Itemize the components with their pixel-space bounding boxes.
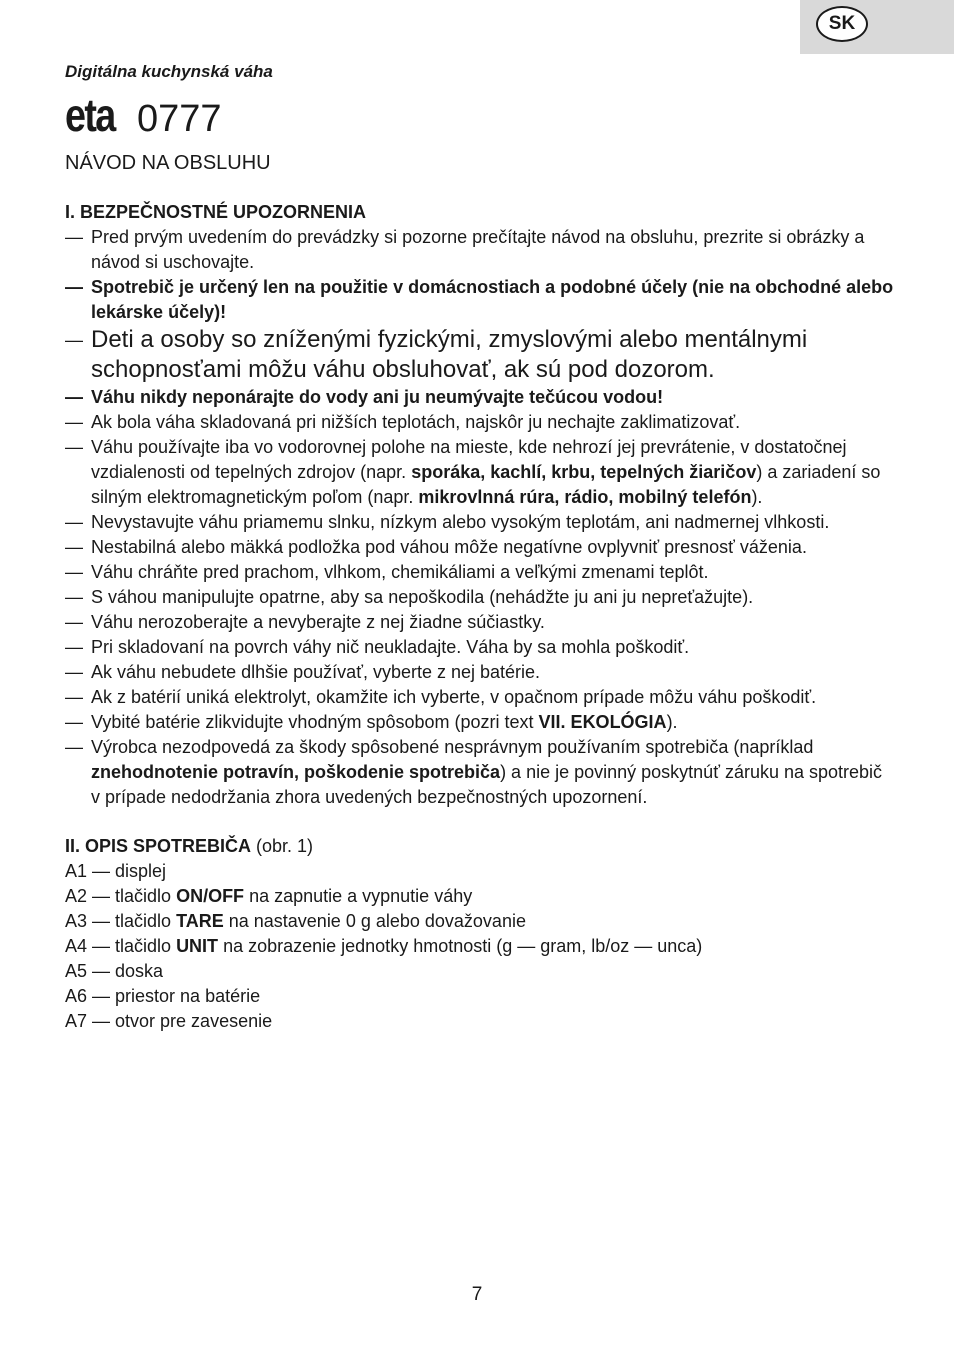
safety-item <box>65 735 895 810</box>
safety-item <box>65 585 895 610</box>
text-run: A4 — tlačidlo <box>65 936 177 956</box>
safety-item <box>65 535 895 560</box>
model-line <box>65 88 895 141</box>
safety-item <box>65 385 895 410</box>
text-run: Nevystavujte váhu priamemu slnku, nízkym alebo vysokým teplotám, ani nadmernej vlhkosti. <box>91 512 830 532</box>
text-run: Váhu chráňte pred prachom, vlhkom, chemikáliami a veľkými zmenami teplôt. <box>91 562 709 582</box>
brand-logo: eta <box>65 89 115 141</box>
text-run: A1 — displej <box>65 861 167 881</box>
safety-item <box>65 325 895 385</box>
text-run: Váhu používajte iba vo vodorovnej polohe na mieste, kde nehrozí jej prevrátenie, v dostatočnej vzdialenosti od tepelných zdrojov (napr. <box>91 437 847 482</box>
safety-item <box>65 410 895 435</box>
page-number: 7 <box>471 1284 483 1305</box>
text-run: ) a nie je povinný poskytnúť záruku na spotrebič v prípade nedodržania zhora uvedených bezpečnostných upozornení. <box>91 762 883 807</box>
manual-title: NÁVOD NA OBSLUHU <box>65 152 271 174</box>
text-run: Váhu nerozoberajte a nevyberajte z nej žiadne súčiastky. <box>91 612 545 632</box>
text-run: A7 — otvor pre zavesenie <box>65 1011 273 1031</box>
bold-text: UNIT <box>176 936 219 956</box>
safety-item <box>65 275 895 325</box>
safety-item <box>65 610 895 635</box>
safety-item <box>65 435 895 510</box>
bold-text: znehodnotenie potravín, poškodenie spotrebiča <box>91 762 501 782</box>
part-item <box>65 984 895 1009</box>
safety-section <box>65 200 895 810</box>
language-tab <box>800 0 954 54</box>
part-item <box>65 1009 895 1034</box>
text-run: Ak váhu nebudete dlhšie používať, vyberte z nej batérie. <box>91 662 541 682</box>
text-run: A2 — tlačidlo <box>65 886 177 906</box>
text-run: na nastavenie 0 g alebo dovažovanie <box>223 911 526 931</box>
text-run: Pred prvým uvedením do prevádzky si pozorne prečítajte návod na obsluhu, prezrite si obrázky a návod si uschovajte. <box>91 227 865 272</box>
part-item <box>65 934 895 959</box>
text-run: A5 — doska <box>65 961 164 981</box>
part-item <box>65 959 895 984</box>
text-run: A3 — tlačidlo <box>65 911 177 931</box>
text-run: Váhu nikdy neponárajte do vody ani ju neumývajte tečúcou vodou! <box>91 387 664 407</box>
safety-item <box>65 510 895 535</box>
bold-text: VII. EKOLÓGIA <box>538 712 667 732</box>
text-run: Spotrebič je určený len na použitie v domácnostiach a podobné účely (nie na obchodné alebo lekárske účely)! <box>91 277 894 322</box>
description-heading <box>65 834 895 859</box>
text-run: na zobrazenie jednotky hmotnosti (g — gram, lb/oz — unca) <box>218 936 703 956</box>
bold-text: ON/OFF <box>176 886 245 906</box>
bold-text: mikrovlnná rúra, rádio, mobilný telefón <box>418 487 752 507</box>
text-run: ). <box>751 487 763 507</box>
text-run: ). <box>666 712 678 732</box>
language-badge: SK <box>816 6 868 42</box>
safety-item <box>65 660 895 685</box>
text-run: Pri skladovaní na povrch váhy nič neukladajte. Váha by sa mohla poškodiť. <box>91 637 690 657</box>
description-heading-title: II. OPIS SPOTREBIČA <box>65 836 252 856</box>
text-run: Ak z batérií uniká elektrolyt, okamžite ich vyberte, v opačnom prípade môžu váhu poškodiť. <box>91 687 817 707</box>
text-run: Vybité batérie zlikvidujte vhodným spôsobom (pozri text <box>91 712 539 732</box>
text-run: na zapnutie a vypnutie váhy <box>244 886 473 906</box>
product-subtitle: Digitálna kuchynská váha <box>65 62 273 81</box>
safety-item <box>65 635 895 660</box>
text-run: S váhou manipulujte opatrne, aby sa nepoškodila (nehádžte ju ani ju nepreťažujte). <box>91 587 754 607</box>
text-run: ) a zariadení so silným elektromagnetickým poľom (napr. <box>91 462 881 507</box>
text-run: A6 — priestor na batérie <box>65 986 261 1006</box>
bold-text: sporáka, kachlí, krbu, tepelných žiaričov <box>411 462 757 482</box>
safety-list <box>65 225 895 810</box>
bold-text: TARE <box>176 911 224 931</box>
text-run: Výrobca nezodpovedá za škody spôsobené nesprávnym používaním spotrebiča (napríklad <box>91 737 814 757</box>
description-heading-ref: (obr. 1) <box>251 836 314 856</box>
safety-item <box>65 685 895 710</box>
part-item <box>65 884 895 909</box>
safety-item <box>65 225 895 275</box>
manual-page <box>65 60 895 1034</box>
description-list <box>65 859 895 1034</box>
description-section <box>65 834 895 1034</box>
part-item <box>65 909 895 934</box>
text-run: Nestabilná alebo mäkká podložka pod váhou môže negatívne ovplyvniť presnosť váženia. <box>91 537 807 557</box>
text-run: Deti a osoby so zníženými fyzickými, zmyslovými alebo mentálnymi schopnosťami môžu váhu obsluhovať, ak sú pod dozorom. <box>91 326 808 383</box>
safety-heading: I. BEZPEČNOSTNÉ UPOZORNENIA <box>65 202 367 222</box>
safety-item <box>65 710 895 735</box>
safety-item <box>65 560 895 585</box>
text-run: Ak bola váha skladovaná pri nižších teplotách, najskôr ju nechajte zaklimatizovať. <box>91 412 741 432</box>
part-item <box>65 859 895 884</box>
model-number: 0777 <box>137 98 222 140</box>
